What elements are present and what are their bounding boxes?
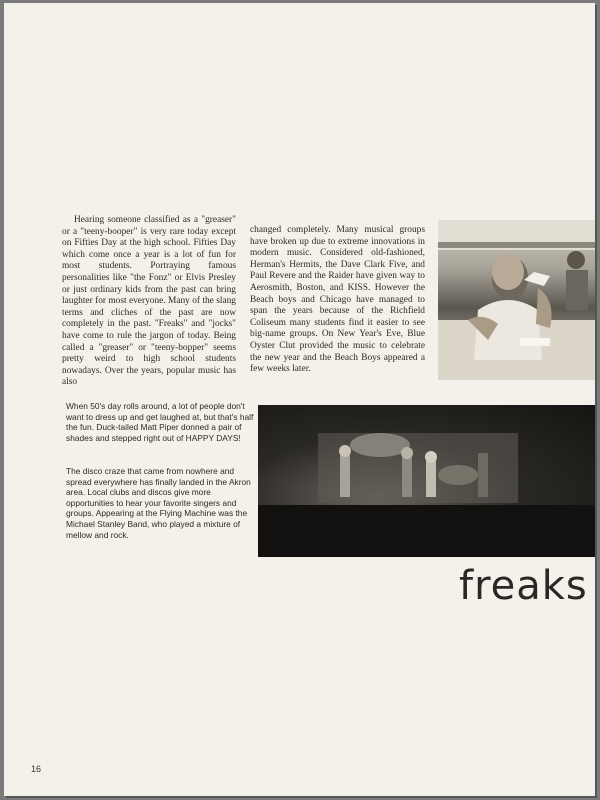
- fifties-day-caption: When 50's day rolls around, a lot of people don't want to dress up and get laughed at, but that's half the fun. Duck-tailed Matt Piper donned a pair of shades and stepped right out of HAPPY DAYS!: [66, 401, 254, 443]
- concert-photo-illustration: [258, 405, 595, 557]
- article-middle-column: [250, 225, 425, 376]
- yearbook-page: [4, 3, 595, 796]
- michael-stanley-band-photo: [258, 405, 595, 557]
- page-number: 16: [31, 764, 42, 774]
- disco-caption: The disco craze that came from nowhere and spread everywhere has finally landed in the Akron area. Local clubs and discos give more opportunities to hear your favorite singers and groups. Appearing at the Flying Machine was the Michael Stanley Band, who played a mixture of mellow and rock.: [66, 466, 251, 540]
- article-left-column: [62, 215, 236, 389]
- article-middle-text: changed completely. Many musical groups have broken up due to extreme innovations in modern music. Considered old-fashioned, Herman's Hermits, the Dave Clark Five, and Paul Revere and the Raider have given way to Aerosmith, Boston, and KISS. However the Beach boys and Chicago have managed to span the years because of the Richfield Coliseum many students find it easier to see big-name groups. On New Year's Eve, Blue Oyster Clut provided the music to celebrate the new year and the Beach Boys appeared a few weeks later.: [250, 225, 425, 375]
- freaks-heading: freaks: [459, 563, 588, 609]
- cafeteria-photo-illustration: [438, 220, 595, 380]
- cafeteria-student-drinking-photo: [438, 220, 595, 380]
- article-left-text: Hearing someone classified as a "greaser" or a "teeny-booper" is very rare today except on Fifties Day at the high school. Fifties Day which come once a year is a lot of fun for most students. Portraying famous personalities like "the Fonz" or Elvis Presley or just ordinary kids from the past can bring laughter for most everyone. Many of the slang terms and cliches of the past are now completely in the past. "Freaks" and "jocks" have come to rule the jargon of today. Being called a "greaser" or "teeny-bopper" seems pretty weird to high school students nowadays. Over the years, popular music has also: [62, 215, 236, 388]
